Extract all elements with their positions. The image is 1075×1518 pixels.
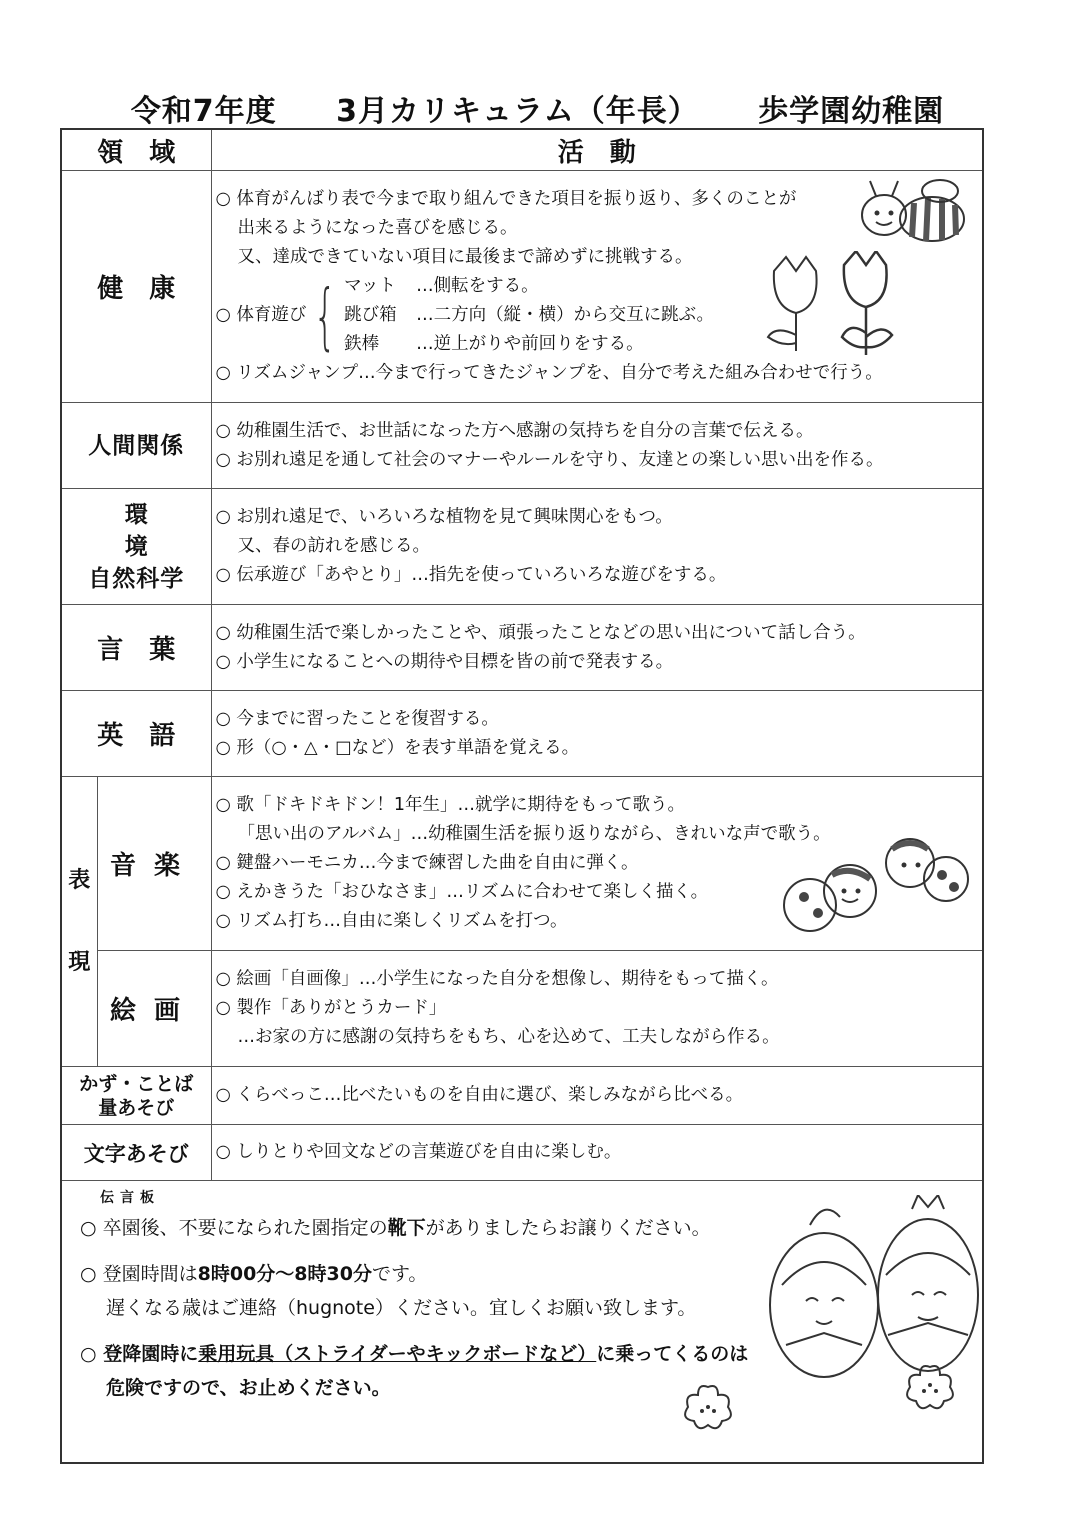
curriculum-table — [60, 128, 984, 1464]
eng-line1: ○ 今までに習ったことを復習する。 — [215, 708, 499, 729]
board-title: 伝言板 — [100, 1190, 160, 1206]
activity-numbers — [211, 1067, 983, 1125]
health-line1: ○ 体育がんばり表で今まで取り組んできた項目を振り返り、多くのことが — [215, 189, 797, 209]
activity-health — [211, 171, 983, 403]
numbers-line1: ○ くらべっこ…比べたいものを自由に選び、楽しみながら比べる。 — [215, 1085, 744, 1105]
row-board — [61, 1181, 983, 1464]
page-title — [0, 86, 1075, 130]
eng-line2: ○ 形（○・△・□など）を表す単語を覚える。 — [215, 737, 580, 758]
row-letters — [61, 1125, 983, 1181]
area-numbers-2: 量あそび — [98, 1096, 175, 1119]
music-line1: ○ 歌「ドキドキドン！1年生」…就学に期待をもって歌う。 — [215, 795, 685, 815]
activity-art — [211, 951, 983, 1067]
message-board — [61, 1181, 983, 1464]
area-language: 言葉 — [61, 605, 211, 691]
row-human — [61, 403, 983, 489]
area-expression — [61, 777, 97, 1067]
activity-language — [211, 605, 983, 691]
title-year: 令和7年度 — [130, 94, 277, 129]
brace-icon: { — [313, 273, 337, 358]
expression-label-1: 表 — [68, 867, 91, 893]
music-line3: ○ 鍵盤ハーモニカ…今まで練習した曲を自由に弾く。 — [215, 853, 639, 873]
activity-environment — [211, 489, 983, 605]
env-line1: ○ お別れ遠足で、いろいろな植物を見て興味関心をもつ。 — [215, 507, 673, 527]
pe-item: 鉄棒 …逆上がりや前回りをする。 — [344, 334, 644, 354]
area-health: 健康 — [61, 171, 211, 403]
area-environment-2: 自然科学 — [88, 565, 185, 592]
art-line2: ○ 製作「ありがとうカード」 — [215, 998, 447, 1018]
hina-doll-icon — [762, 1195, 982, 1385]
board-item-toys-2: 危険ですので、お止めください。 — [106, 1377, 391, 1399]
activity-letters — [211, 1125, 983, 1181]
human-line2: ○ お別れ遠足を通して社会のマナーやルールを守り、友達との楽しい思い出を作る。 — [215, 449, 884, 470]
music-line5: ○ リズム打ち…自由に楽しくリズムを打つ。 — [215, 911, 568, 931]
pe-item: 跳び箱 …二方向（縦・横）から交互に跳ぶ。 — [344, 305, 715, 325]
area-music: 音楽 — [97, 777, 211, 951]
health-line3: 又、達成できていない項目に最後まで諦めずに挑戦する。 — [237, 247, 693, 267]
area-english: 英語 — [61, 691, 211, 777]
bee-icon — [842, 177, 974, 249]
activity-human — [211, 403, 983, 489]
art-line3: …お家の方に感謝の気持ちをもち、心を込めて、工夫しながら作る。 — [237, 1027, 780, 1047]
area-art: 絵画 — [97, 951, 211, 1067]
header-row — [61, 129, 983, 171]
board-item-time-2: 遅くなる歳はご連絡（hugnote）ください。宜しくお願い致します。 — [106, 1297, 697, 1319]
area-numbers-1: かず・ことば — [79, 1072, 194, 1095]
activity-music — [211, 777, 983, 951]
flower-icon — [678, 1381, 738, 1431]
pe-label: ○ 体育遊び — [215, 305, 307, 325]
row-health — [61, 171, 983, 403]
title-curriculum: 3月カリキュラム（年長） — [336, 94, 699, 129]
row-art — [61, 951, 983, 1067]
row-english — [61, 691, 983, 777]
pe-item: マット …側転をする。 — [344, 276, 539, 296]
area-human: 人間関係 — [61, 403, 211, 489]
board-item-time: ○ 登園時間は8時00分〜8時30分です。 — [80, 1263, 428, 1285]
area-environment — [61, 489, 235, 605]
header-area: 領 域 — [61, 129, 211, 171]
env-line3: ○ 伝承遊び「あやとり」…指先を使っていろいろな遊びをする。 — [215, 565, 727, 585]
header-activity: 活 動 — [211, 129, 983, 171]
board-item-socks: ○ 卒園後、不要になられた園指定の靴下がありましたらお譲りください。 — [80, 1217, 711, 1239]
flower-icon-2 — [900, 1361, 960, 1415]
area-environment-1: 環 境 — [124, 501, 235, 560]
row-language — [61, 605, 983, 691]
area-numbers — [61, 1067, 211, 1125]
health-line2: 出来るようになった喜びを感じる。 — [237, 218, 518, 238]
activity-english — [211, 691, 983, 777]
row-numbers — [61, 1067, 983, 1125]
music-line4: ○ えかきうた「おひなさま」…リズムに合わせて楽しく描く。 — [215, 882, 709, 902]
row-music — [61, 777, 983, 951]
lang-line1: ○ 幼稚園生活で楽しかったことや、頑張ったことなどの思い出について話し合う。 — [215, 622, 866, 643]
art-line1: ○ 絵画「自画像」…小学生になった自分を想像し、期待をもって描く。 — [215, 969, 779, 989]
letters-line1: ○ しりとりや回文などの言葉遊びを自由に楽しむ。 — [215, 1142, 622, 1162]
board-item-toys: ○ 登降園時に乗用玩具（ストライダーやキックボードなど）に乗ってくるのは — [80, 1343, 749, 1365]
area-letters: 文字あそび — [61, 1125, 211, 1181]
ladybug-icon — [770, 835, 980, 945]
music-line2: 「思い出のアルバム」…幼稚園生活を振り返りながら、きれいな声で歌う。 — [237, 824, 831, 844]
lang-line2: ○ 小学生になることへの期待や目標を皆の前で発表する。 — [215, 651, 674, 672]
row-environment — [61, 489, 983, 605]
human-line1: ○ 幼稚園生活で、お世話になった方へ感謝の気持ちを自分の言葉で伝える。 — [215, 420, 814, 441]
title-school: 歩学園幼稚園 — [758, 94, 945, 129]
health-line4: ○ リズムジャンプ…今まで行ってきたジャンプを、自分で考えた組み合わせで行う。 — [215, 363, 883, 383]
tulip-icon — [762, 251, 912, 361]
expression-label-2: 現 — [68, 949, 91, 975]
env-line2: 又、春の訪れを感じる。 — [237, 536, 431, 556]
